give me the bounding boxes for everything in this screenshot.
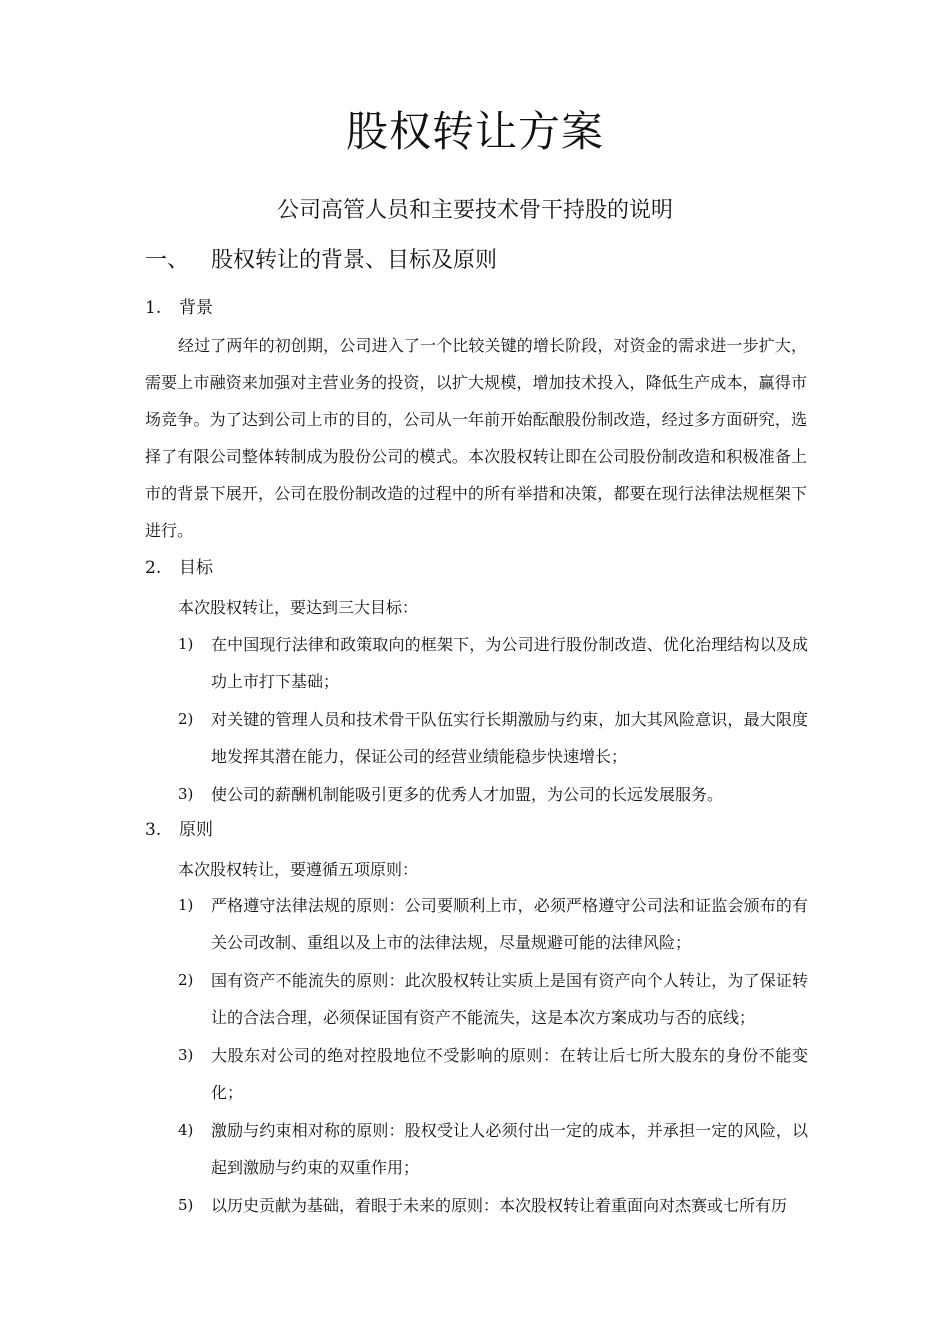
document-subtitle: 公司高管人员和主要技术骨干持股的说明 (276, 198, 673, 223)
subsection-number: 1. (145, 298, 162, 318)
subsection-title: 背景 (179, 298, 213, 318)
background-paragraph: 经过了两年的初创期，公司进入了一个比较关键的增长阶段，对资金的需求进一步扩大，需要上市融资来加强对主营业务的投资，以扩大规模，增加技术投入，降低生产成本，赢得市场竞争。为了达到公司上市的目的，公司从一年前开始酝酿股份制改造，经过多方面研究，选择了有限公司整体转制成为股份公司的模式。本次股权转让即在公司股份制改造和积极准备上市的背景下展开，公司在股份制改造的过程中的所有举措和决策，都要在现行法律法规框架下进行。 (145, 336, 807, 540)
principle-item (178, 962, 808, 1036)
subsection-heading-goals (145, 555, 213, 581)
subsection-title: 原则 (179, 820, 213, 840)
principle-item (178, 1112, 808, 1186)
subsection-number: 2. (145, 558, 162, 578)
item-number: 3) (178, 1046, 194, 1064)
item-text: 大股东对公司的绝对控股地位不受影响的原则：在转让后七所大股东的身份不能变化； (211, 1046, 808, 1102)
subsection-number: 3. (145, 820, 162, 840)
principle-item (178, 1037, 808, 1111)
principle-item (178, 1187, 808, 1224)
item-number: 1) (178, 896, 194, 914)
item-text: 严格遵守法律法规的原则：公司要顺利上市，必须严格遵守公司法和证监会颁布的有关公司改制、重组以及上市的法律法规，尽量规避可能的法律风险； (211, 896, 808, 952)
item-number: 5) (178, 1196, 194, 1214)
principles-intro: 本次股权转让，要遵循五项原则： (178, 860, 419, 879)
item-number: 2) (178, 710, 194, 728)
item-text: 在中国现行法律和政策取向的框架下，为公司进行股份制改造、优化治理结构以及成功上市打下基础； (211, 635, 808, 691)
subsection-heading-principles (145, 817, 213, 843)
section-number: 一、 (145, 248, 190, 273)
item-text: 对关键的管理人员和技术骨干队伍实行长期激励与约束，加大其风险意识，最大限度地发挥其潜在能力，保证公司的经营业绩能稳步快速增长； (211, 710, 808, 766)
item-number: 3) (178, 785, 194, 803)
document-title: 股权转让方案 (345, 107, 604, 156)
item-text: 使公司的薪酬机制能吸引更多的优秀人才加盟，为公司的长远发展服务。 (211, 785, 724, 804)
subsection-title: 目标 (179, 558, 213, 578)
item-text: 国有资产不能流失的原则：此次股权转让实质上是国有资产向个人转让，为了保证转让的合法合理，必须保证国有资产不能流失，这是本次方案成功与否的底线； (211, 971, 808, 1027)
goal-item (178, 701, 808, 775)
goals-intro: 本次股权转让，要达到三大目标： (178, 598, 419, 617)
subsection-heading-background (145, 295, 213, 321)
item-number: 2) (178, 971, 194, 989)
section-title: 股权转让的背景、目标及原则 (211, 248, 498, 273)
item-text: 激励与约束相对称的原则：股权受让人必须付出一定的成本，并承担一定的风险，以起到激励与约束的双重作用； (211, 1121, 808, 1177)
item-text: 以历史贡献为基础，着眼于未来的原则：本次股权转让着重面向对杰赛或七所有历 (211, 1196, 788, 1215)
item-number: 4) (178, 1121, 194, 1139)
principle-item (178, 887, 808, 961)
item-number: 1) (178, 635, 194, 653)
section-heading (145, 245, 497, 277)
goal-item (178, 626, 808, 700)
goal-item (178, 776, 808, 813)
